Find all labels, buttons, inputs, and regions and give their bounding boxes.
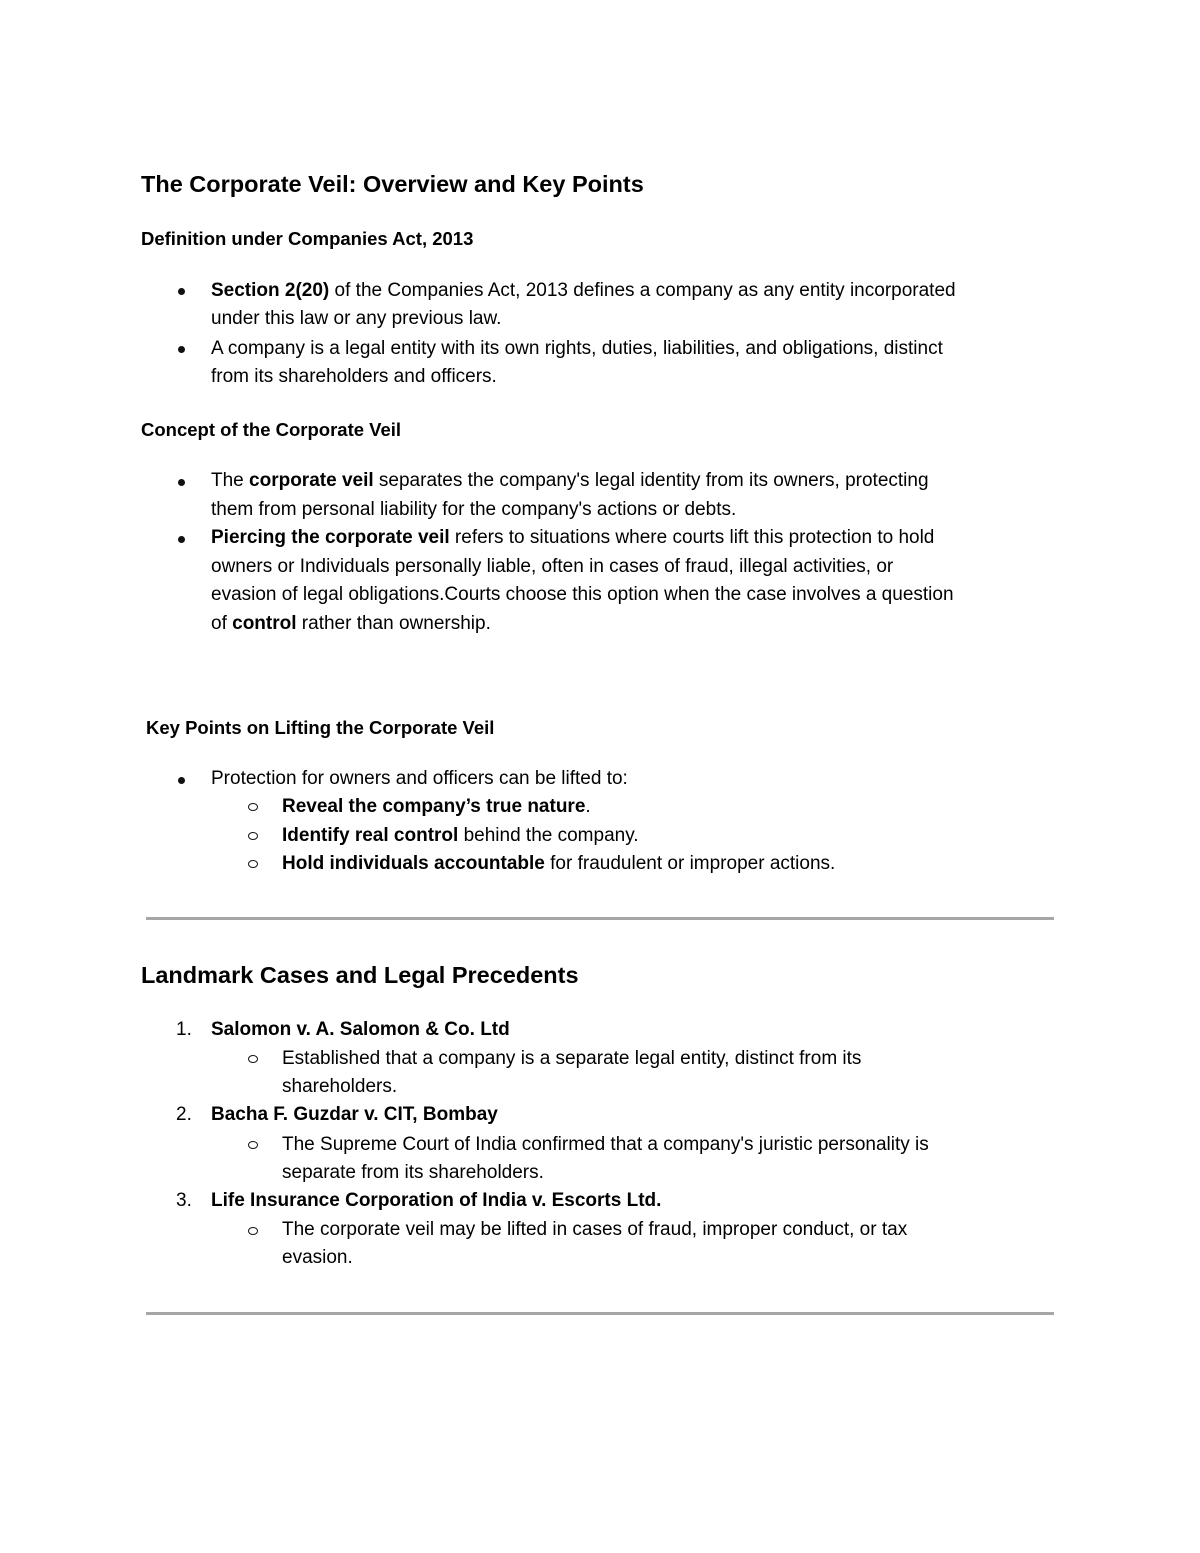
concept-item-1 xyxy=(211,467,929,496)
horizontal-divider xyxy=(146,917,1054,920)
concept-item-2 xyxy=(211,524,934,553)
circle-bullet-icon xyxy=(248,803,258,811)
circle-bullet-icon xyxy=(248,1141,258,1149)
item-text: rather than ownership. xyxy=(296,613,491,634)
definition-item-2-cont: from its shareholders and officers. xyxy=(211,366,497,387)
circle-bullet-icon xyxy=(248,832,258,840)
case-title: Life Insurance Corporation of India v. Escorts Ltd. xyxy=(211,1190,662,1211)
concept-heading: Concept of the Corporate Veil xyxy=(141,419,402,440)
item-text: refers to situations where courts lift this protection to hold xyxy=(449,527,935,548)
horizontal-divider xyxy=(146,1312,1054,1315)
keypoints-subitem-2 xyxy=(282,822,639,851)
case-number: 1. xyxy=(176,1019,192,1040)
item-text: The xyxy=(211,470,250,491)
bullet-icon xyxy=(178,479,185,486)
item-text: of xyxy=(211,613,233,634)
cases-heading: Landmark Cases and Legal Precedents xyxy=(141,962,579,988)
bullet-icon xyxy=(178,288,185,295)
item-text: of the Companies Act, 2013 defines a company as any entity incorporated xyxy=(329,280,956,301)
keypoints-item-1: Protection for owners and officers can be lifted to: xyxy=(211,768,628,789)
bullet-icon xyxy=(178,777,185,784)
bold-term: Piercing the corporate veil xyxy=(211,527,450,548)
case-description: Established that a company is a separate legal entity, distinct from its xyxy=(282,1048,862,1069)
item-text: . xyxy=(585,796,591,817)
case-description-cont: separate from its shareholders. xyxy=(282,1162,544,1183)
case-title: Salomon v. A. Salomon & Co. Ltd xyxy=(211,1019,510,1040)
item-text: behind the company. xyxy=(458,825,639,846)
circle-bullet-icon xyxy=(248,1227,258,1235)
definition-item-1-cont: under this law or any previous law. xyxy=(211,308,502,329)
bold-term: Hold individuals accountable xyxy=(282,853,545,874)
concept-item-1-cont: them from personal liability for the company's actions or debts. xyxy=(211,499,737,520)
bold-term: Reveal the company’s true nature xyxy=(282,796,586,817)
bold-term: Identify real control xyxy=(282,825,459,846)
bullet-icon xyxy=(178,346,185,353)
bullet-icon xyxy=(178,536,185,543)
keypoints-subitem-3 xyxy=(282,850,835,879)
concept-item-2-cont xyxy=(211,610,491,639)
bold-term: Section 2(20) xyxy=(211,280,330,301)
bold-term: control xyxy=(232,613,297,634)
definition-heading: Definition under Companies Act, 2013 xyxy=(141,228,474,249)
case-number: 2. xyxy=(176,1104,192,1125)
case-description-cont: shareholders. xyxy=(282,1076,398,1097)
circle-bullet-icon xyxy=(248,860,258,868)
case-description: The Supreme Court of India confirmed that a company's juristic personality is xyxy=(282,1134,929,1155)
definition-item-2: A company is a legal entity with its own rights, duties, liabilities, and obligations, distinct xyxy=(211,338,943,359)
bold-term: corporate veil xyxy=(249,470,374,491)
page-title: The Corporate Veil: Overview and Key Points xyxy=(141,171,644,197)
concept-item-2-cont: evasion of legal obligations.Courts choose this option when the case involves a question xyxy=(211,584,954,605)
case-description: The corporate veil may be lifted in cases of fraud, improper conduct, or tax xyxy=(282,1219,908,1240)
keypoints-subitem-1 xyxy=(282,793,591,822)
concept-item-2-cont: owners or Individuals personally liable, often in cases of fraud, illegal activities, or xyxy=(211,556,894,577)
item-text: separates the company's legal identity from its owners, protecting xyxy=(373,470,929,491)
item-text: for fraudulent or improper actions. xyxy=(544,853,836,874)
keypoints-heading: Key Points on Lifting the Corporate Veil xyxy=(146,717,495,738)
case-description-cont: evasion. xyxy=(282,1247,353,1268)
definition-item-1 xyxy=(211,277,956,306)
case-number: 3. xyxy=(176,1190,192,1211)
circle-bullet-icon xyxy=(248,1055,258,1063)
case-title: Bacha F. Guzdar v. CIT, Bombay xyxy=(211,1104,498,1125)
